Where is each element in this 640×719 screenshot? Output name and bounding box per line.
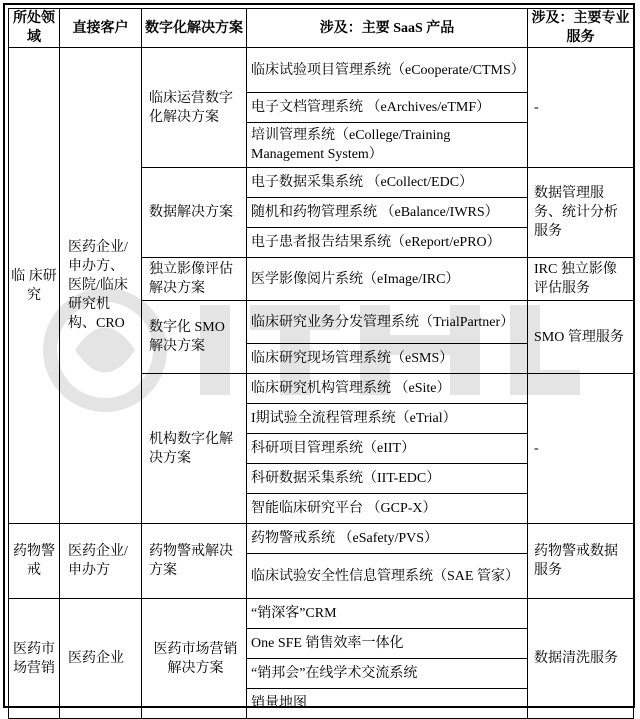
product-cell: 药物警戒系统 （eSafety/PVS）	[247, 524, 528, 554]
solution-data: 数据解决方案	[142, 168, 247, 258]
table-row	[9, 599, 634, 629]
solution-marketing: 医药市场营销解决方案	[142, 599, 247, 719]
header-saas: 涉及：主要 SaaS 产品	[247, 9, 528, 48]
product-cell: 临床研究业务分发管理系统（TrialPartner）	[247, 301, 528, 344]
field-pv: 药物警戒	[9, 524, 60, 599]
product-cell: “销深客”CRM	[247, 599, 528, 629]
customer-clinical: 医药企业/申办方、医院/临床研究机构、CRO	[60, 48, 142, 524]
product-cell: 医学影像阅片系统（eImage/IRC）	[247, 258, 528, 301]
product-cell: 临床试验安全性信息管理系统（SAE 管家）	[247, 554, 528, 599]
service-institution: -	[528, 374, 634, 524]
product-cell: 临床研究机构管理系统 （eSite）	[247, 374, 528, 404]
table-row	[9, 48, 634, 93]
product-cell: 科研项目管理系统（eIIT）	[247, 434, 528, 464]
product-cell: One SFE 销售效率一体化	[247, 629, 528, 659]
header-service: 涉及：主要专业服务	[528, 9, 634, 48]
solution-imaging: 独立影像评估解决方案	[142, 258, 247, 301]
product-cell: 临床试验项目管理系统（eCooperate/CTMS）	[247, 48, 528, 93]
product-cell: 智能临床研究平台 （GCP-X）	[247, 494, 528, 524]
service-smo: SMO 管理服务	[528, 301, 634, 374]
header-field: 所处领域	[9, 9, 60, 48]
saas-product-table	[8, 8, 634, 719]
customer-marketing: 医药企业	[60, 599, 142, 719]
service-pv: 药物警戒数据服务	[528, 524, 634, 599]
product-cell: 科研数据采集系统（IIT-EDC）	[247, 464, 528, 494]
header-customer: 直接客户	[60, 9, 142, 48]
product-cell: 随机和药物管理系统 （eBalance/IWRS）	[247, 198, 528, 228]
service-operations: -	[528, 48, 634, 168]
field-marketing: 医药市场营销	[9, 599, 60, 719]
product-cell: 临床研究现场管理系统（eSMS）	[247, 344, 528, 374]
product-cell: “销邦会”在线学术交流系统	[247, 659, 528, 689]
service-data: 数据管理服务、统计分析服务	[528, 168, 634, 258]
field-clinical: 临 床研究	[9, 48, 60, 524]
header-solution: 数字化解决方案	[142, 9, 247, 48]
product-cell: 销量地图	[247, 689, 528, 719]
table-row	[9, 524, 634, 554]
solution-smo: 数字化 SMO 解决方案	[142, 301, 247, 374]
product-cell: 培训管理系统（eCollege/Training Management System）	[247, 123, 528, 168]
product-cell: 电子文档管理系统 （eArchives/eTMF）	[247, 93, 528, 123]
header-row	[9, 9, 634, 48]
product-cell: 电子数据采集系统 （eCollect/EDC）	[247, 168, 528, 198]
product-cell: I期试验全流程管理系统（eTrial）	[247, 404, 528, 434]
service-marketing: 数据清洗服务	[528, 599, 634, 719]
product-cell: 电子患者报告结果系统（eReport/ePRO）	[247, 228, 528, 258]
solution-operations: 临床运营数字化解决方案	[142, 48, 247, 168]
solution-institution: 机构数字化解决方案	[142, 374, 247, 524]
solution-pv: 药物警戒解决方案	[142, 524, 247, 599]
service-imaging: IRC 独立影像评估服务	[528, 258, 634, 301]
customer-pv: 医药企业/申办方	[60, 524, 142, 599]
